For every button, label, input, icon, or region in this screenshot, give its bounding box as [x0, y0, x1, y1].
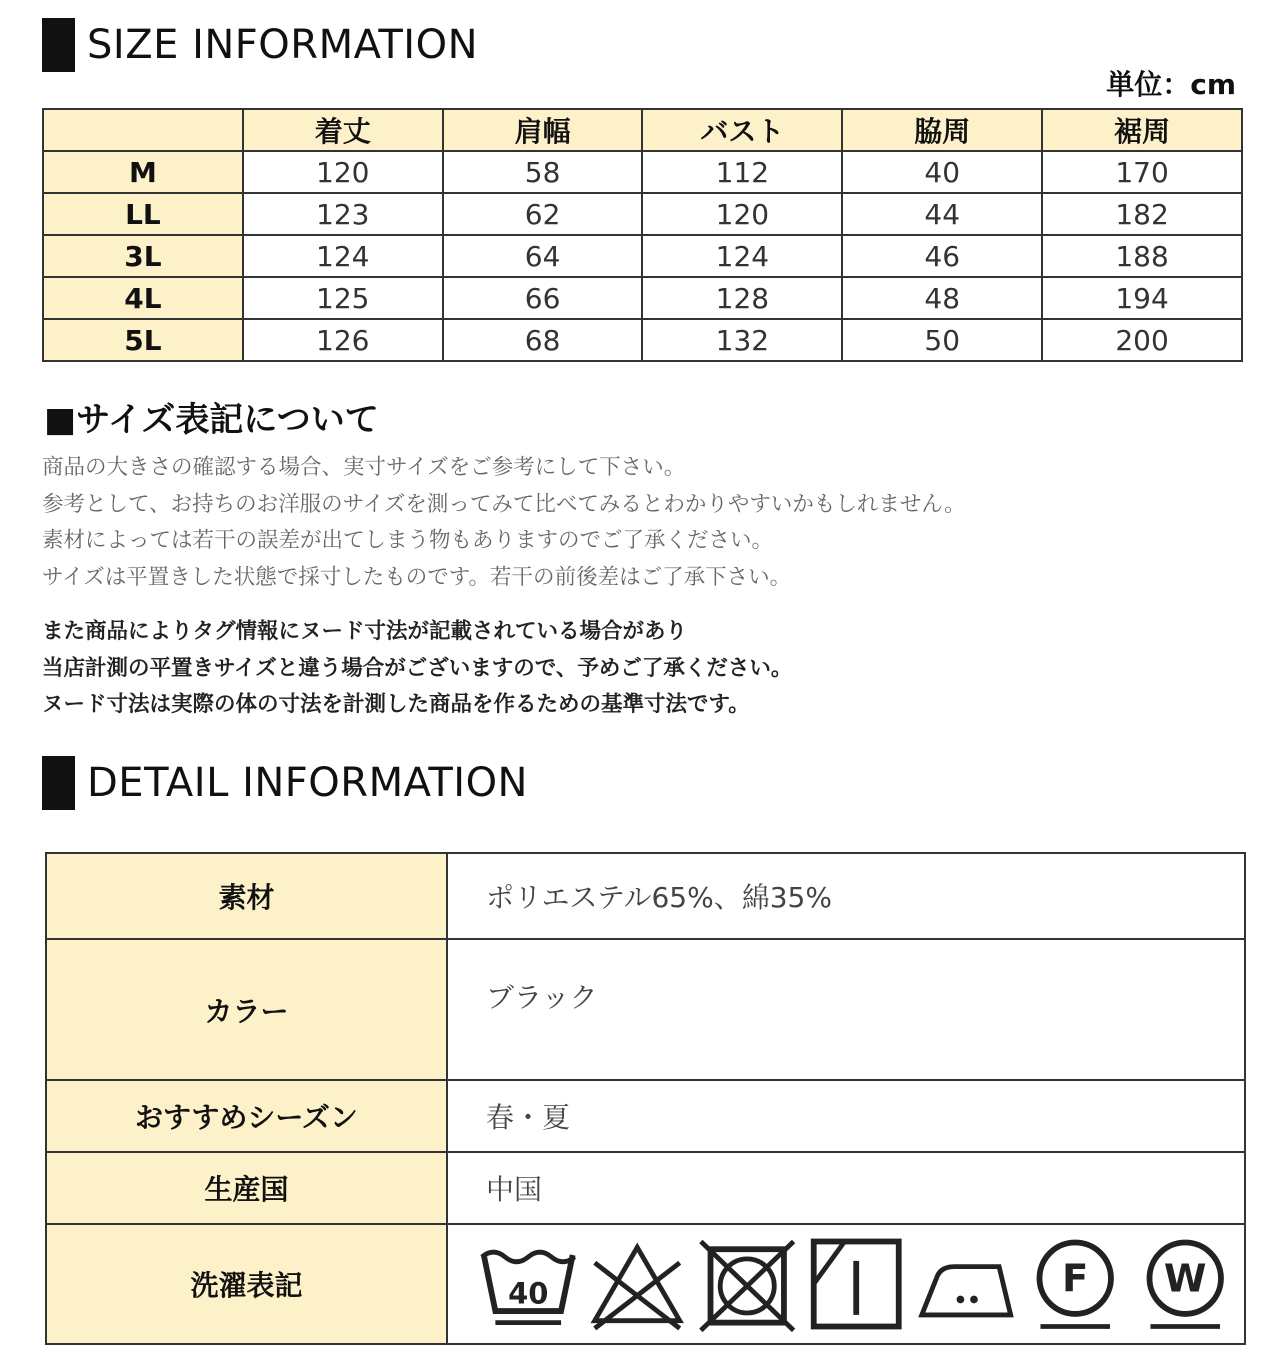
- size-notes-title: ■サイズ表記について: [44, 400, 379, 440]
- header-shoulder: 肩幅: [443, 109, 643, 151]
- table-cell: 64: [443, 235, 643, 277]
- table-cell: 188: [1042, 235, 1242, 277]
- header-armhole: 脇周: [842, 109, 1042, 151]
- table-row: [43, 319, 1242, 361]
- origin-value: 中国: [447, 1152, 1245, 1224]
- note-line: サイズは平置きした状態で採寸したものです。若干の前後差はご了承下さい。: [42, 564, 792, 590]
- note-bold-line: 当店計測の平置きサイズと違う場合がございますので、予めご了承ください。: [42, 655, 793, 681]
- table-cell: 44: [842, 193, 1042, 235]
- note-line: 参考として、お持ちのお洋服のサイズを測ってみて比べてみるとわかりやすいかもしれません。: [42, 491, 966, 517]
- size-label: M: [43, 151, 243, 193]
- table-cell: 58: [443, 151, 643, 193]
- table-cell: 126: [243, 319, 443, 361]
- wash-40-icon: [478, 1234, 579, 1334]
- section-bar: [42, 756, 75, 810]
- table-cell: 66: [443, 277, 643, 319]
- detail-row-season: [46, 1080, 1245, 1152]
- no-bleach-icon: [587, 1234, 688, 1334]
- section-bar: [42, 18, 75, 72]
- table-cell: 120: [642, 193, 842, 235]
- table-cell: 128: [642, 277, 842, 319]
- size-section-title: SIZE INFORMATION: [87, 22, 478, 68]
- table-cell: 112: [642, 151, 842, 193]
- size-table: [42, 108, 1243, 362]
- season-label: おすすめシーズン: [46, 1080, 447, 1152]
- table-cell: 124: [642, 235, 842, 277]
- care-symbols: [447, 1224, 1245, 1344]
- header-hem: 裾周: [1042, 109, 1242, 151]
- header-length: 着丈: [243, 109, 443, 151]
- table-cell: 182: [1042, 193, 1242, 235]
- size-notes: [42, 450, 966, 596]
- dryclean-f-icon: [1025, 1234, 1126, 1334]
- detail-row-origin: [46, 1152, 1245, 1224]
- color-value: ブラック: [447, 939, 1245, 1080]
- size-label: 5L: [43, 319, 243, 361]
- table-cell: 132: [642, 319, 842, 361]
- table-cell: 120: [243, 151, 443, 193]
- table-cell: 194: [1042, 277, 1242, 319]
- detail-row-care: [46, 1224, 1245, 1344]
- note-line: 商品の大きさの確認する場合、実寸サイズをご参考にして下さい。: [42, 455, 686, 480]
- table-row: [43, 277, 1242, 319]
- table-row: [43, 235, 1242, 277]
- detail-row-color: [46, 939, 1245, 1080]
- material-value: ポリエステル65%、綿35%: [447, 853, 1245, 939]
- size-label: 3L: [43, 235, 243, 277]
- size-table-header-row: [43, 109, 1242, 151]
- color-label: カラー: [46, 939, 447, 1080]
- line-dry-shade-icon: [806, 1234, 907, 1334]
- dryclean-f-text: F: [1062, 1256, 1089, 1302]
- table-cell: 50: [842, 319, 1042, 361]
- note-bold-line: また商品によりタグ情報にヌード寸法が記載されている場合があり: [42, 619, 688, 644]
- table-cell: 123: [243, 193, 443, 235]
- detail-row-material: [46, 853, 1245, 939]
- wetclean-w-icon: [1135, 1234, 1236, 1334]
- iron-low-icon: [916, 1234, 1017, 1334]
- note-line: 素材によっては若干の誤差が出てしまう物もありますのでご了承ください。: [42, 528, 774, 553]
- table-cell: 68: [443, 319, 643, 361]
- size-label: LL: [43, 193, 243, 235]
- table-cell: 200: [1042, 319, 1242, 361]
- size-section-header: [42, 18, 478, 72]
- header-blank: [43, 109, 243, 151]
- note-bold-line: ヌード寸法は実際の体の寸法を計測した商品を作るための基準寸法です。: [42, 692, 750, 717]
- table-cell: 170: [1042, 151, 1242, 193]
- table-cell: 46: [842, 235, 1042, 277]
- detail-section-header: [42, 756, 528, 810]
- size-notes-bold: [42, 614, 792, 724]
- detail-section-title: DETAIL INFORMATION: [87, 760, 528, 806]
- table-row: [43, 151, 1242, 193]
- wash-temp-text: 40: [508, 1276, 549, 1311]
- size-label: 4L: [43, 277, 243, 319]
- season-value: 春・夏: [447, 1080, 1245, 1152]
- unit-label: 単位：cm: [1106, 68, 1236, 101]
- material-label: 素材: [46, 853, 447, 939]
- wetclean-w-text: W: [1163, 1256, 1207, 1302]
- table-cell: 125: [243, 277, 443, 319]
- no-tumble-dry-icon: [697, 1234, 798, 1334]
- table-cell: 62: [443, 193, 643, 235]
- origin-label: 生産国: [46, 1152, 447, 1224]
- detail-table: [45, 852, 1246, 1345]
- table-cell: 40: [842, 151, 1042, 193]
- care-label: 洗濯表記: [46, 1224, 447, 1344]
- table-cell: 48: [842, 277, 1042, 319]
- header-bust: バスト: [642, 109, 842, 151]
- table-cell: 124: [243, 235, 443, 277]
- care-icons-row: [478, 1225, 1244, 1343]
- table-row: [43, 193, 1242, 235]
